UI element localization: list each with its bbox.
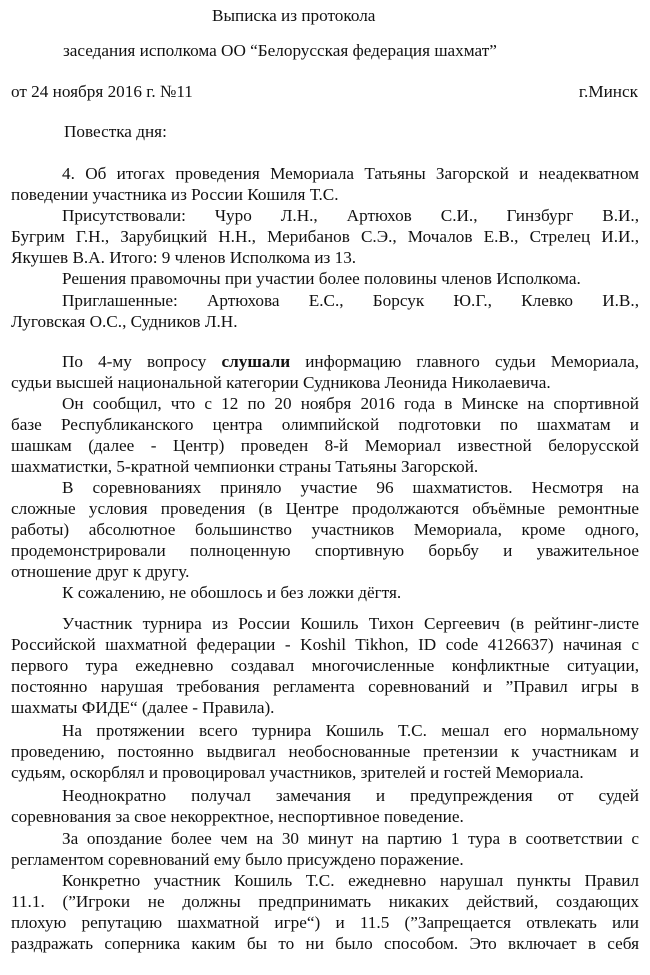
emphasis-heard: слушали	[221, 352, 291, 371]
text-line: Конкретно участник Кошиль Т.С. ежедневно нарушал пункты Правил	[62, 871, 639, 890]
text-line: сложные условия проведения (в Центре продолжаются объёмные ремонтные	[11, 498, 639, 518]
text-run: информацию главного судьи Мемориала,	[290, 352, 639, 371]
text-line: первого тура ежедневно создавал многочисленные конфликтные ситуации,	[11, 655, 639, 675]
text-run: По 4-му вопросу	[62, 352, 222, 371]
report-paragraph	[11, 871, 639, 955]
protocol-date-number: от 24 ноября 2016 г. №11	[11, 82, 193, 101]
report-paragraph	[11, 478, 639, 583]
text-line: 11.1. (”Игроки не должны предпринимать никаких действий, создающих	[11, 891, 639, 911]
text-line: шашкам (далее - Центр) проведен 8-й Мемориал известной белорусской	[11, 435, 639, 455]
text-line: В соревнованиях приняло участие 96 шахматистов. Несмотря на	[62, 478, 639, 497]
text-line: плохую репутацию шахматной игре“) и 11.5 (”Запрещается отвлекать или	[11, 912, 639, 932]
text-line: продемонстрировали полноценную спортивную борьбу и уважительное	[11, 540, 639, 560]
report-paragraph	[11, 786, 639, 828]
text-line: шахматы ФИДЕ“ (далее - Правила).	[11, 697, 275, 717]
text-line: На протяжении всего турнира Кошиль Т.С. мешал его нормальному	[62, 721, 639, 740]
report-paragraph	[11, 614, 639, 719]
quorum-statement	[11, 269, 639, 290]
text-line: 4. Об итогах проведения Мемориала Татьяны Загорской и неадекватном	[62, 164, 639, 183]
text-line: Бугрим Г.Н., Зарубицкий Н.Н., Мерибанов С.Э., Мочалов Е.В., Стрелец И.И.,	[11, 226, 639, 246]
heard-statement	[11, 352, 639, 394]
text-line: соревнования за свое некорректное, неспортивное поведение.	[11, 806, 464, 826]
text-line: поведении участника из России Кошиля Т.С.	[11, 184, 339, 204]
protocol-city: г.Минск	[578, 82, 638, 101]
text-line: постоянно нарушая требования регламента соревнований и ”Правил игры в	[11, 676, 639, 696]
agenda-label: Повестка дня:	[64, 122, 167, 141]
text-line: шахматистки, 5-кратной чемпионки страны Татьяны Загорской.	[11, 456, 479, 476]
invited-guests	[11, 291, 639, 333]
report-paragraph	[11, 394, 639, 478]
document-subtitle: заседания исполкома ОО “Белорусская федерация шахмат”	[63, 41, 497, 60]
text-line: регламентом соревнований ему было присуждено поражение.	[11, 849, 464, 869]
report-paragraph	[11, 583, 639, 604]
text-line: Российской шахматной федерации - Koshil Tikhon, ID code 4126637) начиная с	[11, 634, 639, 654]
text-line: проведению, постоянно выдвигал необоснованные претензии к участникам и	[11, 741, 639, 761]
text-line: Участник турнира из России Кошиль Тихон Сергеевич (в рейтинг-листе	[62, 614, 639, 633]
document-title: Выписка из протокола	[212, 6, 376, 25]
text-line: судьям, оскорблял и провоцировал участников, зрителей и гостей Мемориала.	[11, 762, 584, 782]
text-line: Присутствовали: Чуро Л.Н., Артюхов С.И., Гинзбург В.И.,	[62, 206, 639, 225]
present-members	[11, 206, 639, 269]
text-line: судьи высшей национальной категории Судникова Леонида Николаевича.	[11, 372, 551, 392]
text-line: базе Республиканского центра олимпийской подготовки по шахматам и	[11, 414, 639, 434]
text-line: Приглашенные: Артюхова Е.С., Борсук Ю.Г., Клевко И.В.,	[62, 291, 639, 310]
report-paragraph	[11, 829, 639, 871]
text-line: Якушев В.А. Итого: 9 членов Исполкома из 13.	[11, 247, 357, 267]
text-line: Луговская О.С., Судников Л.Н.	[11, 311, 238, 331]
text-line: Решения правомочны при участии более половины членов Исполкома.	[62, 269, 581, 288]
text-line: К сожалению, не обошлось и без ложки дёгтя.	[62, 583, 402, 602]
text-line	[11, 352, 639, 373]
text-line: За опоздание более чем на 30 минут на партию 1 тура в соответствии с	[62, 829, 639, 848]
text-line: отношение друг к другу.	[11, 561, 190, 581]
text-line: работы) абсолютное большинство участников Мемориала, кроме одного,	[11, 519, 639, 539]
text-line: Неоднократно получал замечания и предупреждения от судей	[62, 786, 639, 805]
agenda-item-4	[11, 164, 639, 206]
report-paragraph	[11, 721, 639, 784]
text-line: Он сообщил, что с 12 по 20 ноября 2016 года в Минске на спортивной	[62, 394, 639, 413]
text-line: раздражать соперника каким бы то ни было способом. Это включает в себя	[11, 933, 639, 953]
